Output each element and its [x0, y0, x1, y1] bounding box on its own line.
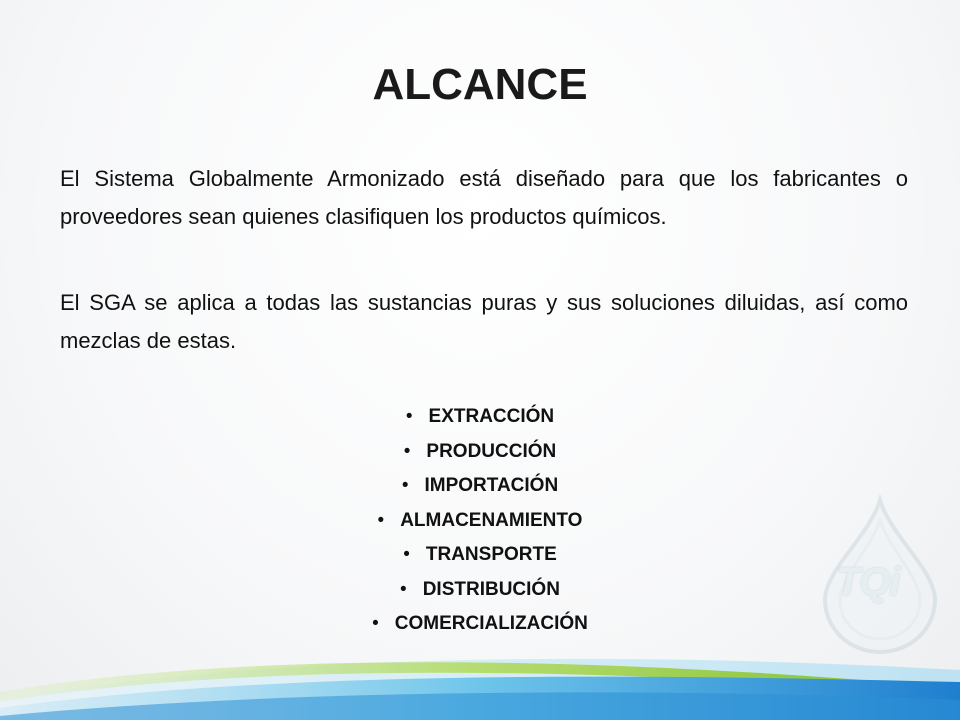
bullet-list: [0, 400, 960, 642]
list-item: [0, 469, 960, 504]
list-item: [0, 573, 960, 608]
paragraph-2: El SGA se aplica a todas las sustancias puras y sus soluciones diluidas, así como mezclas de estas.: [60, 290, 908, 353]
list-item: [0, 435, 960, 470]
bullet-text: IMPORTACIÓN: [424, 475, 559, 496]
bullet-text: PRODUCCIÓN: [426, 440, 557, 462]
bullet-icon: •: [403, 544, 410, 565]
logo-text: TQi: [836, 560, 900, 604]
bullet-icon: •: [401, 475, 409, 496]
slide-title: ALCANCE: [372, 60, 588, 109]
bullet-text: COMERCIALIZACIÓN: [394, 613, 588, 634]
list-item: [0, 400, 960, 435]
bullet-text: TRANSPORTE: [425, 544, 557, 565]
paragraph-1: El Sistema Globalmente Armonizado está diseñado para que los fabricantes o proveedores sean quienes clasifiquen los productos químicos.: [60, 166, 908, 229]
bullet-text: DISTRIBUCIÓN: [422, 578, 560, 600]
bullet-icon: •: [372, 613, 379, 634]
decorative-wave: [0, 630, 960, 720]
list-item: [0, 538, 960, 573]
bullet-icon: •: [400, 578, 407, 600]
list-item: [0, 504, 960, 539]
bullet-icon: •: [405, 406, 413, 427]
bullet-icon: •: [377, 509, 385, 531]
bullet-text: EXTRACCIÓN: [428, 406, 555, 427]
bullet-text: ALMACENAMIENTO: [400, 509, 583, 531]
bullet-icon: •: [403, 440, 411, 462]
